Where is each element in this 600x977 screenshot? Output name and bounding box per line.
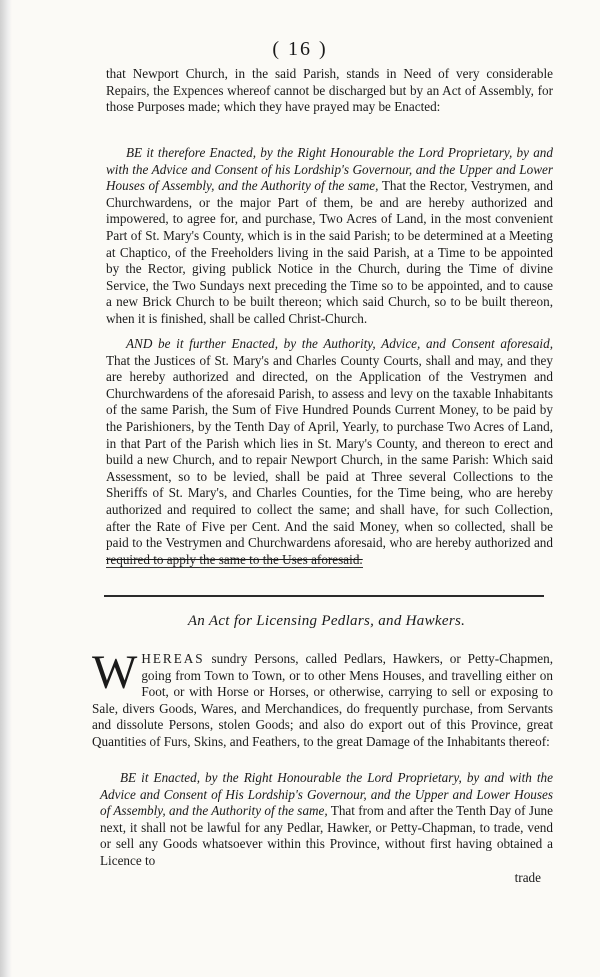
paragraph-enacting-clause-2 bbox=[106, 336, 553, 568]
act-title: An Act for Licensing Pedlars, and Hawkers. bbox=[187, 613, 466, 629]
paragraph-text: that Newport Church, in the said Parish, stands in Need of very considerable Repairs, the Expences whereof cannot be discharged but by an Act of Assembly, for those Purposes made; which they have prayed may be Enacted: bbox=[106, 66, 553, 115]
paragraph-enacting-clause-3 bbox=[100, 770, 553, 886]
whereas-body: sundry Persons, called Pedlars, Hawkers, or Petty-Chapmen, going from Town to Town, or to other Mens Houses, and travelling either on Foot, or with Horse or Horses, or otherwise, carrying to sell or exposing to Sale, divers Goods, Wares, and Merchandices, do frequently purchase, from Servants and dissolute Persons, stolen Goods; and also do export out of this Province, great Quantities of Furs, Skins, and Feathers, to the great Damage of the Inhabitants thereof: bbox=[92, 651, 553, 749]
page-number: ( 16 ) bbox=[272, 38, 328, 60]
enacting-body: That from and after the Tenth Day of June next, it shall not be lawful for any Pedlar, Hawker, or Petty-Chapman, to trade, vend or sell any Goods whatsoever within this Province, without first having obtained a Licence to bbox=[100, 803, 553, 868]
paragraph-preamble-end bbox=[106, 66, 553, 116]
enacting-formula: AND be it further Enacted, by the Authority, Advice, and Consent aforesaid, bbox=[126, 336, 553, 351]
drop-cap: W bbox=[92, 646, 138, 699]
enacting-body: That the Justices of St. Mary's and Charles County Courts, shall and may, and they are hereby authorized and directed, on the Application of the Vestrymen and Churchwardens of the aforesaid Parish, to assess and levy on the taxable Inhabitants of the same Parish, the Sum of Five Hundred Pounds Current Money, to be paid by the Parishioners, by the Tenth Day of April, Yearly, to purchase Two Acres of Land, in that Part of the Parish which lies in St. Mary's County, and thereon to erect and build a new Church, and to repair Newport Church, in the same Parish: Which said Assessment, so to be levied, shall be paid at Three several Collections to the Sheriffs of St. Mary's, and Charles Counties, for the Time being, who are hereby authorized and required to collect the same; and shall have, for such Collection, after the Rate of Five per Cent. And the said Money, when so collected, shall be paid to the Vestrymen and Churchwardens aforesaid, who are hereby authorized and bbox=[106, 352, 553, 551]
catchword: trade bbox=[514, 869, 541, 885]
binding-gutter bbox=[0, 0, 12, 977]
enacting-formula: BE it Enacted, by the Right Honourable the Lord Proprietary, by and with the Advice and Consent of His Lordship's Governour, and the Upper and Lower Houses of Assembly, and the Authority of the same, bbox=[100, 770, 553, 819]
enacting-formula: BE it therefore Enacted, by the Right Honourable the Lord Proprietary, by and with the Advice and Consent of his Lordship's Governour, and the Upper and Lower Houses of Assembly, and the Authority of the same, bbox=[106, 145, 553, 194]
section-divider bbox=[104, 595, 544, 597]
whereas-lead: HEREAS bbox=[141, 651, 205, 666]
struck-final-line: required to apply the same to the Uses aforesaid. bbox=[106, 551, 363, 567]
paragraph-whereas bbox=[92, 646, 553, 751]
paragraph-enacting-clause-1 bbox=[106, 145, 553, 328]
enacting-body: That the Rector, Vestrymen, and Churchwardens, or the major Part of them, be and are hereby authorized and impowered, to agree for, and purchase, Two Acres of Land, in the most convenient Part of St. Mary's County, which is in the said Parish; to be determined at a Meeting at Chaptico, of the Freeholders living in the said Parish, at a Time to be appointed by the Rector, giving publick Notice in the Church, during the Time of divine Service, the Two Sundays next preceding the Time so to be appointed, and to cause a new Brick Church to be built thereon; which said Church, so to be built thereon, when it is finished, shall be called Christ-Church. bbox=[106, 178, 553, 326]
